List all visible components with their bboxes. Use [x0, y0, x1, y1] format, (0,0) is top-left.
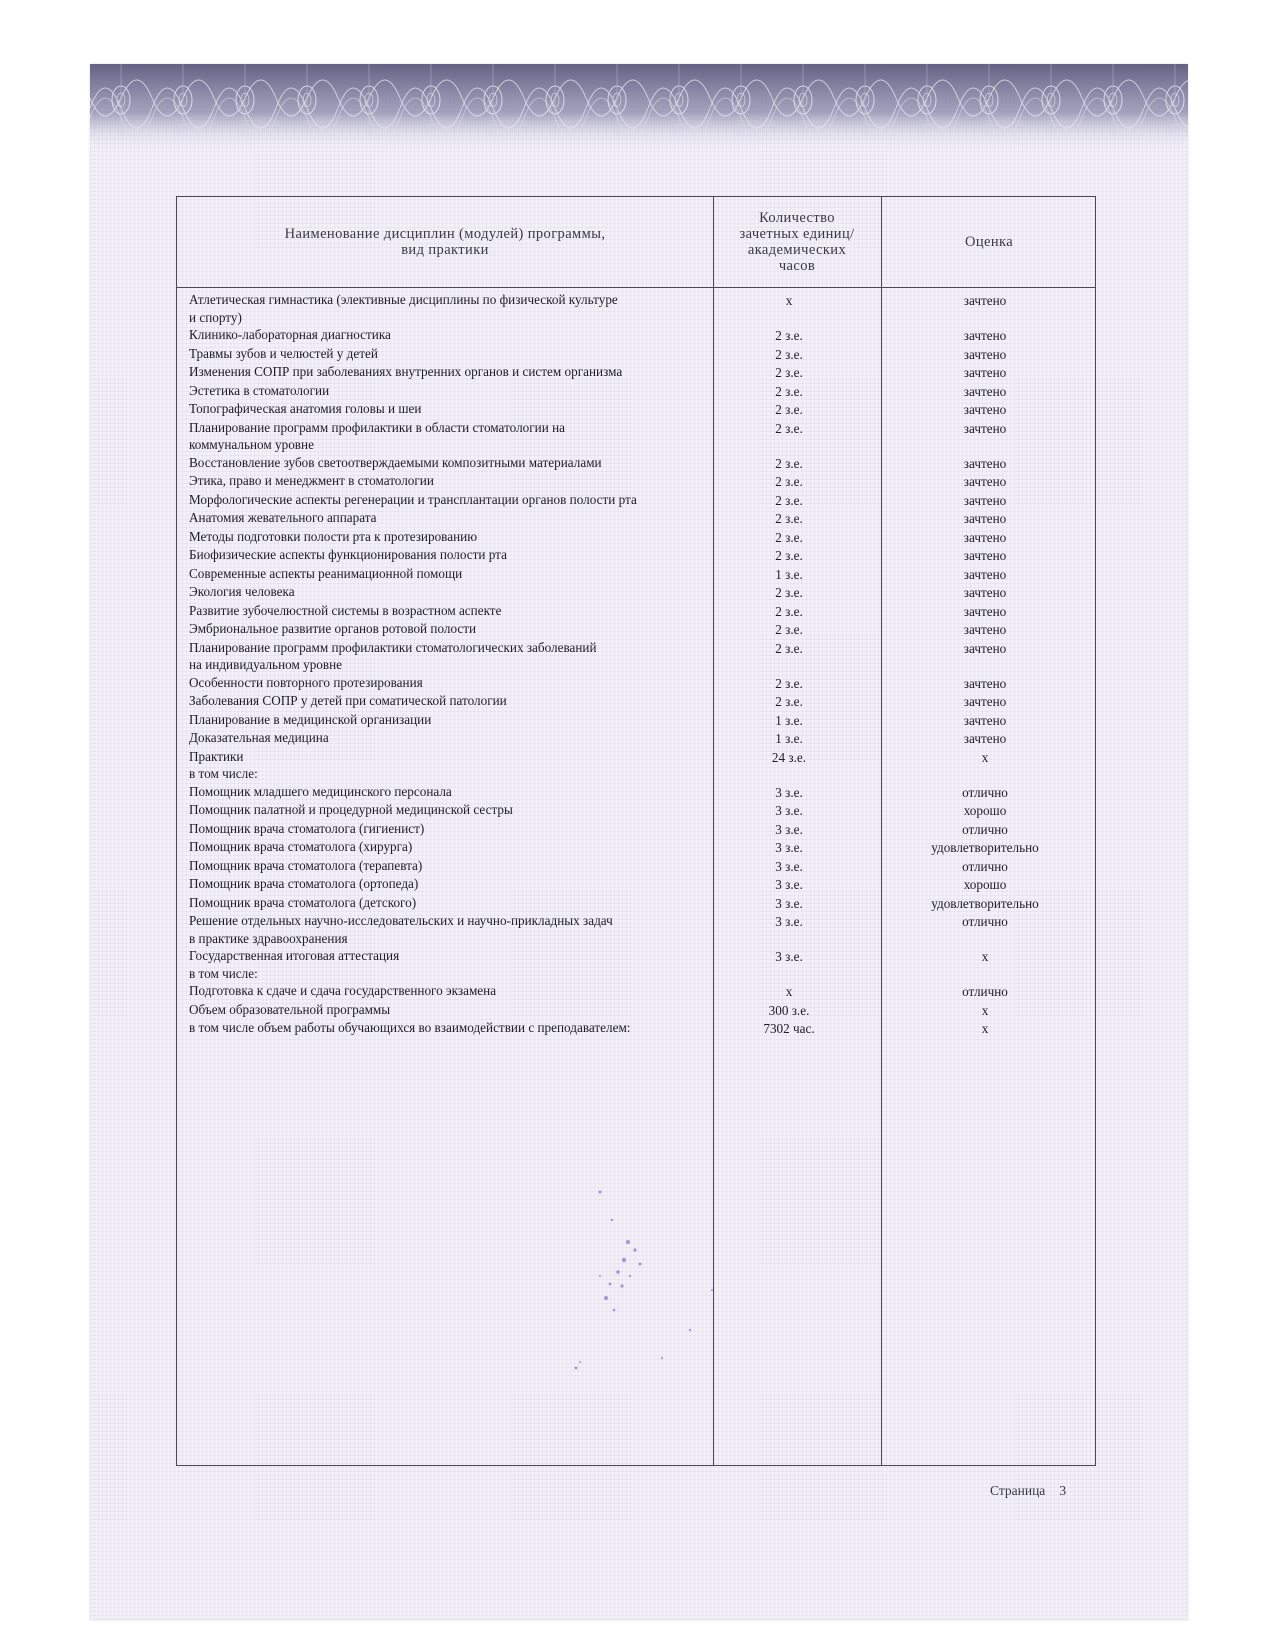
table-row — [177, 583, 1097, 602]
page-footer — [990, 1483, 1066, 1499]
discipline-cell: Решение отдельных научно-исследовательских и научно-прикладных задач в практике здравоохранения — [189, 913, 613, 946]
table-row — [177, 729, 1097, 748]
grade-cell: зачтено — [963, 420, 1007, 436]
table-row — [177, 546, 1097, 565]
grade-cell: отлично — [962, 984, 1008, 999]
credits-cell: 2 з.е. — [775, 675, 803, 691]
credits-cell: 2 з.е. — [775, 492, 803, 508]
discipline-cell: Помощник врача стоматолога (терапевта) — [189, 857, 423, 873]
grade-cell: зачтено — [963, 328, 1007, 343]
table-row — [177, 491, 1097, 510]
header-grade-label: Оценка — [964, 234, 1014, 250]
discipline-cell: Травмы зубов и челюстей у детей — [189, 345, 378, 361]
credits-cell: 1 з.е. — [775, 566, 803, 582]
grade-cell: зачтено — [963, 694, 1007, 709]
table-row — [177, 345, 1097, 364]
grade-cell: x — [981, 749, 989, 765]
discipline-cell: Восстановление зубов светоотверждаемыми композитными материалами — [189, 454, 602, 470]
discipline-cell: Биофизические аспекты функционирования полости рта — [189, 547, 507, 562]
discipline-cell: Помощник врача стоматолога (детского) — [189, 894, 417, 910]
credits-cell: 3 з.е. — [775, 877, 803, 892]
discipline-cell: Развитие зубочелюстной системы в возрастном аспекте — [189, 602, 502, 618]
table-row — [177, 947, 1097, 982]
table-row — [177, 783, 1097, 802]
header-credits-label: Количество зачетных единиц/ академических часов — [739, 210, 855, 274]
grade-cell: x — [981, 1002, 989, 1018]
grade-cell: зачтено — [963, 511, 1007, 526]
credits-cell: 3 з.е. — [775, 858, 803, 874]
discipline-cell: Атлетическая гимнастика (элективные дисциплины по физической культуре и спорту) — [189, 292, 618, 325]
credits-cell: 2 з.е. — [775, 402, 803, 417]
header-discipline-label: Наименование дисциплин (модулей) программы, вид практики — [284, 226, 606, 258]
credits-cell: 2 з.е. — [775, 455, 803, 471]
credits-cell: 2 з.е. — [775, 383, 803, 399]
grade-cell: зачтено — [963, 474, 1007, 489]
table-row — [177, 509, 1097, 528]
table-row — [177, 838, 1097, 857]
credits-cell: 1 з.е. — [775, 712, 803, 728]
page-number: 3 — [1059, 1483, 1067, 1498]
credits-cell: 2 з.е. — [775, 474, 803, 489]
table-row — [177, 1019, 1097, 1038]
credits-cell: 3 з.е. — [775, 821, 803, 837]
table-row — [177, 748, 1097, 783]
discipline-cell: Подготовка к сдаче и сдача государственного экзамена — [189, 983, 497, 998]
grade-cell: хорошо — [963, 803, 1007, 818]
grade-cell: отлично — [962, 858, 1008, 874]
grade-cell: зачтено — [963, 529, 1007, 545]
discipline-cell: Помощник младшего медицинского персонала — [189, 783, 452, 799]
grade-cell: отлично — [962, 914, 1008, 929]
grade-cell: зачтено — [963, 622, 1007, 637]
credits-cell: 2 з.е. — [775, 622, 803, 637]
credits-cell: 2 з.е. — [775, 420, 803, 436]
credits-cell: 3 з.е. — [775, 949, 803, 964]
table-row — [177, 326, 1097, 345]
discipline-cell: Этика, право и менеджмент в стоматологии — [189, 473, 434, 488]
grade-cell: удовлетворительно — [931, 895, 1039, 911]
credits-cell: 2 з.е. — [775, 529, 803, 545]
security-pattern-band — [90, 64, 1188, 152]
table-row — [177, 711, 1097, 730]
credits-cell: 2 з.е. — [775, 548, 803, 563]
grade-cell: удовлетворительно — [931, 840, 1039, 855]
grade-cell: зачтено — [963, 712, 1007, 728]
grade-cell: x — [981, 949, 989, 964]
grade-cell: хорошо — [963, 877, 1007, 892]
guilloche-pattern — [90, 64, 1188, 152]
discipline-cell: Морфологические аспекты регенерации и трансплантации органов полости рта — [189, 491, 637, 507]
grade-cell: зачтено — [963, 675, 1007, 691]
table-row — [177, 894, 1097, 913]
credits-cell: x — [785, 984, 793, 999]
credits-cell: 2 з.е. — [775, 603, 803, 619]
table-row — [177, 820, 1097, 839]
table-row — [177, 419, 1097, 454]
credits-cell: 3 з.е. — [775, 840, 803, 855]
header-credits — [713, 197, 881, 287]
table-row — [177, 400, 1097, 419]
table-row — [177, 801, 1097, 820]
discipline-cell: Помощник врача стоматолога (гигиенист) — [189, 820, 425, 836]
table-row — [177, 857, 1097, 876]
discipline-cell: Современные аспекты реанимационной помощи — [189, 565, 463, 581]
table-row — [177, 565, 1097, 584]
table-row — [177, 472, 1097, 491]
discipline-cell: Планирование программ профилактики в области стоматологии на коммунальном уровне — [189, 419, 565, 452]
table-row — [177, 454, 1097, 473]
grade-cell: зачтено — [963, 293, 1007, 308]
table-row — [177, 363, 1097, 382]
table-row — [177, 602, 1097, 621]
grade-cell: зачтено — [963, 346, 1007, 362]
credits-cell: 3 з.е. — [775, 803, 803, 818]
header-grade — [881, 197, 1097, 287]
discipline-cell: Планирование программ профилактики стоматологических заболеваний на индивидуальном уровне — [189, 639, 597, 672]
grade-cell: зачтено — [963, 548, 1007, 563]
grade-cell: x — [981, 1021, 989, 1036]
grade-cell: зачтено — [963, 603, 1007, 619]
grade-cell: зачтено — [963, 492, 1007, 508]
credits-cell: 2 з.е. — [775, 346, 803, 362]
discipline-cell: Экология человека — [189, 584, 295, 599]
discipline-cell: Методы подготовки полости рта к протезированию — [189, 528, 478, 544]
grade-cell: зачтено — [963, 731, 1007, 746]
table-row — [177, 674, 1097, 693]
grade-cell: зачтено — [963, 365, 1007, 380]
credits-cell: x — [785, 293, 793, 308]
discipline-cell: Эмбриональное развитие органов ротовой полости — [189, 621, 477, 636]
credits-cell: 7302 час. — [763, 1021, 815, 1036]
grade-cell: зачтено — [963, 585, 1007, 600]
grade-cell: зачтено — [963, 566, 1007, 582]
table-row — [177, 912, 1097, 947]
credits-cell: 3 з.е. — [775, 895, 803, 911]
credits-cell: 300 з.е. — [768, 1002, 810, 1018]
discipline-cell: Заболевания СОПР у детей при соматической патологии — [189, 693, 507, 708]
discipline-cell: Анатомия жевательного аппарата — [189, 510, 377, 525]
credits-cell: 2 з.е. — [775, 328, 803, 343]
discipline-cell: Объем образовательной программы — [189, 1001, 391, 1017]
discipline-cell: Особенности повторного протезирования — [189, 674, 423, 690]
table-row — [177, 982, 1097, 1001]
table-body — [177, 291, 1097, 1038]
discipline-cell: Эстетика в стоматологии — [189, 382, 330, 398]
header-discipline — [177, 197, 713, 287]
faded-stamp — [540, 1180, 730, 1380]
grade-cell: отлично — [962, 821, 1008, 837]
grade-cell: зачтено — [963, 402, 1007, 417]
discipline-cell: Помощник врача стоматолога (хирурга) — [189, 839, 413, 854]
table-row — [177, 620, 1097, 639]
credits-cell: 2 з.е. — [775, 511, 803, 526]
discipline-cell: Клинико-лабораторная диагностика — [189, 327, 391, 342]
table-row — [177, 1001, 1097, 1020]
credits-cell: 2 з.е. — [775, 640, 803, 656]
table-row — [177, 528, 1097, 547]
discipline-cell: Практики в том числе: — [189, 748, 258, 781]
grade-cell: зачтено — [963, 640, 1007, 656]
credits-cell: 2 з.е. — [775, 694, 803, 709]
discipline-cell: в том числе объем работы обучающихся во взаимодействии с преподавателем: — [189, 1020, 631, 1035]
table-row — [177, 875, 1097, 894]
table-row — [177, 639, 1097, 674]
grade-cell: зачтено — [963, 383, 1007, 399]
credits-cell: 2 з.е. — [775, 365, 803, 380]
grade-cell: отлично — [962, 784, 1008, 800]
credits-cell: 3 з.е. — [775, 914, 803, 929]
page-label: Страница — [990, 1483, 1046, 1498]
header-divider — [177, 287, 1095, 288]
discipline-cell: Топографическая анатомия головы и шеи — [189, 401, 422, 416]
grade-cell: зачтено — [963, 455, 1007, 471]
discipline-cell: Изменения СОПР при заболеваниях внутренних органов и систем организма — [189, 364, 623, 379]
credits-cell: 24 з.е. — [771, 749, 807, 765]
table-row — [177, 291, 1097, 326]
credits-cell: 3 з.е. — [775, 784, 803, 800]
discipline-cell: Планирование в медицинской организации — [189, 711, 432, 727]
table-row — [177, 382, 1097, 401]
discipline-cell: Доказательная медицина — [189, 730, 329, 745]
credits-cell: 2 з.е. — [775, 585, 803, 600]
credits-cell: 1 з.е. — [775, 731, 803, 746]
discipline-cell: Государственная итоговая аттестация в том числе: — [189, 948, 400, 981]
discipline-cell: Помощник палатной и процедурной медицинской сестры — [189, 802, 513, 817]
discipline-cell: Помощник врача стоматолога (ортопеда) — [189, 876, 419, 891]
table-row — [177, 692, 1097, 711]
